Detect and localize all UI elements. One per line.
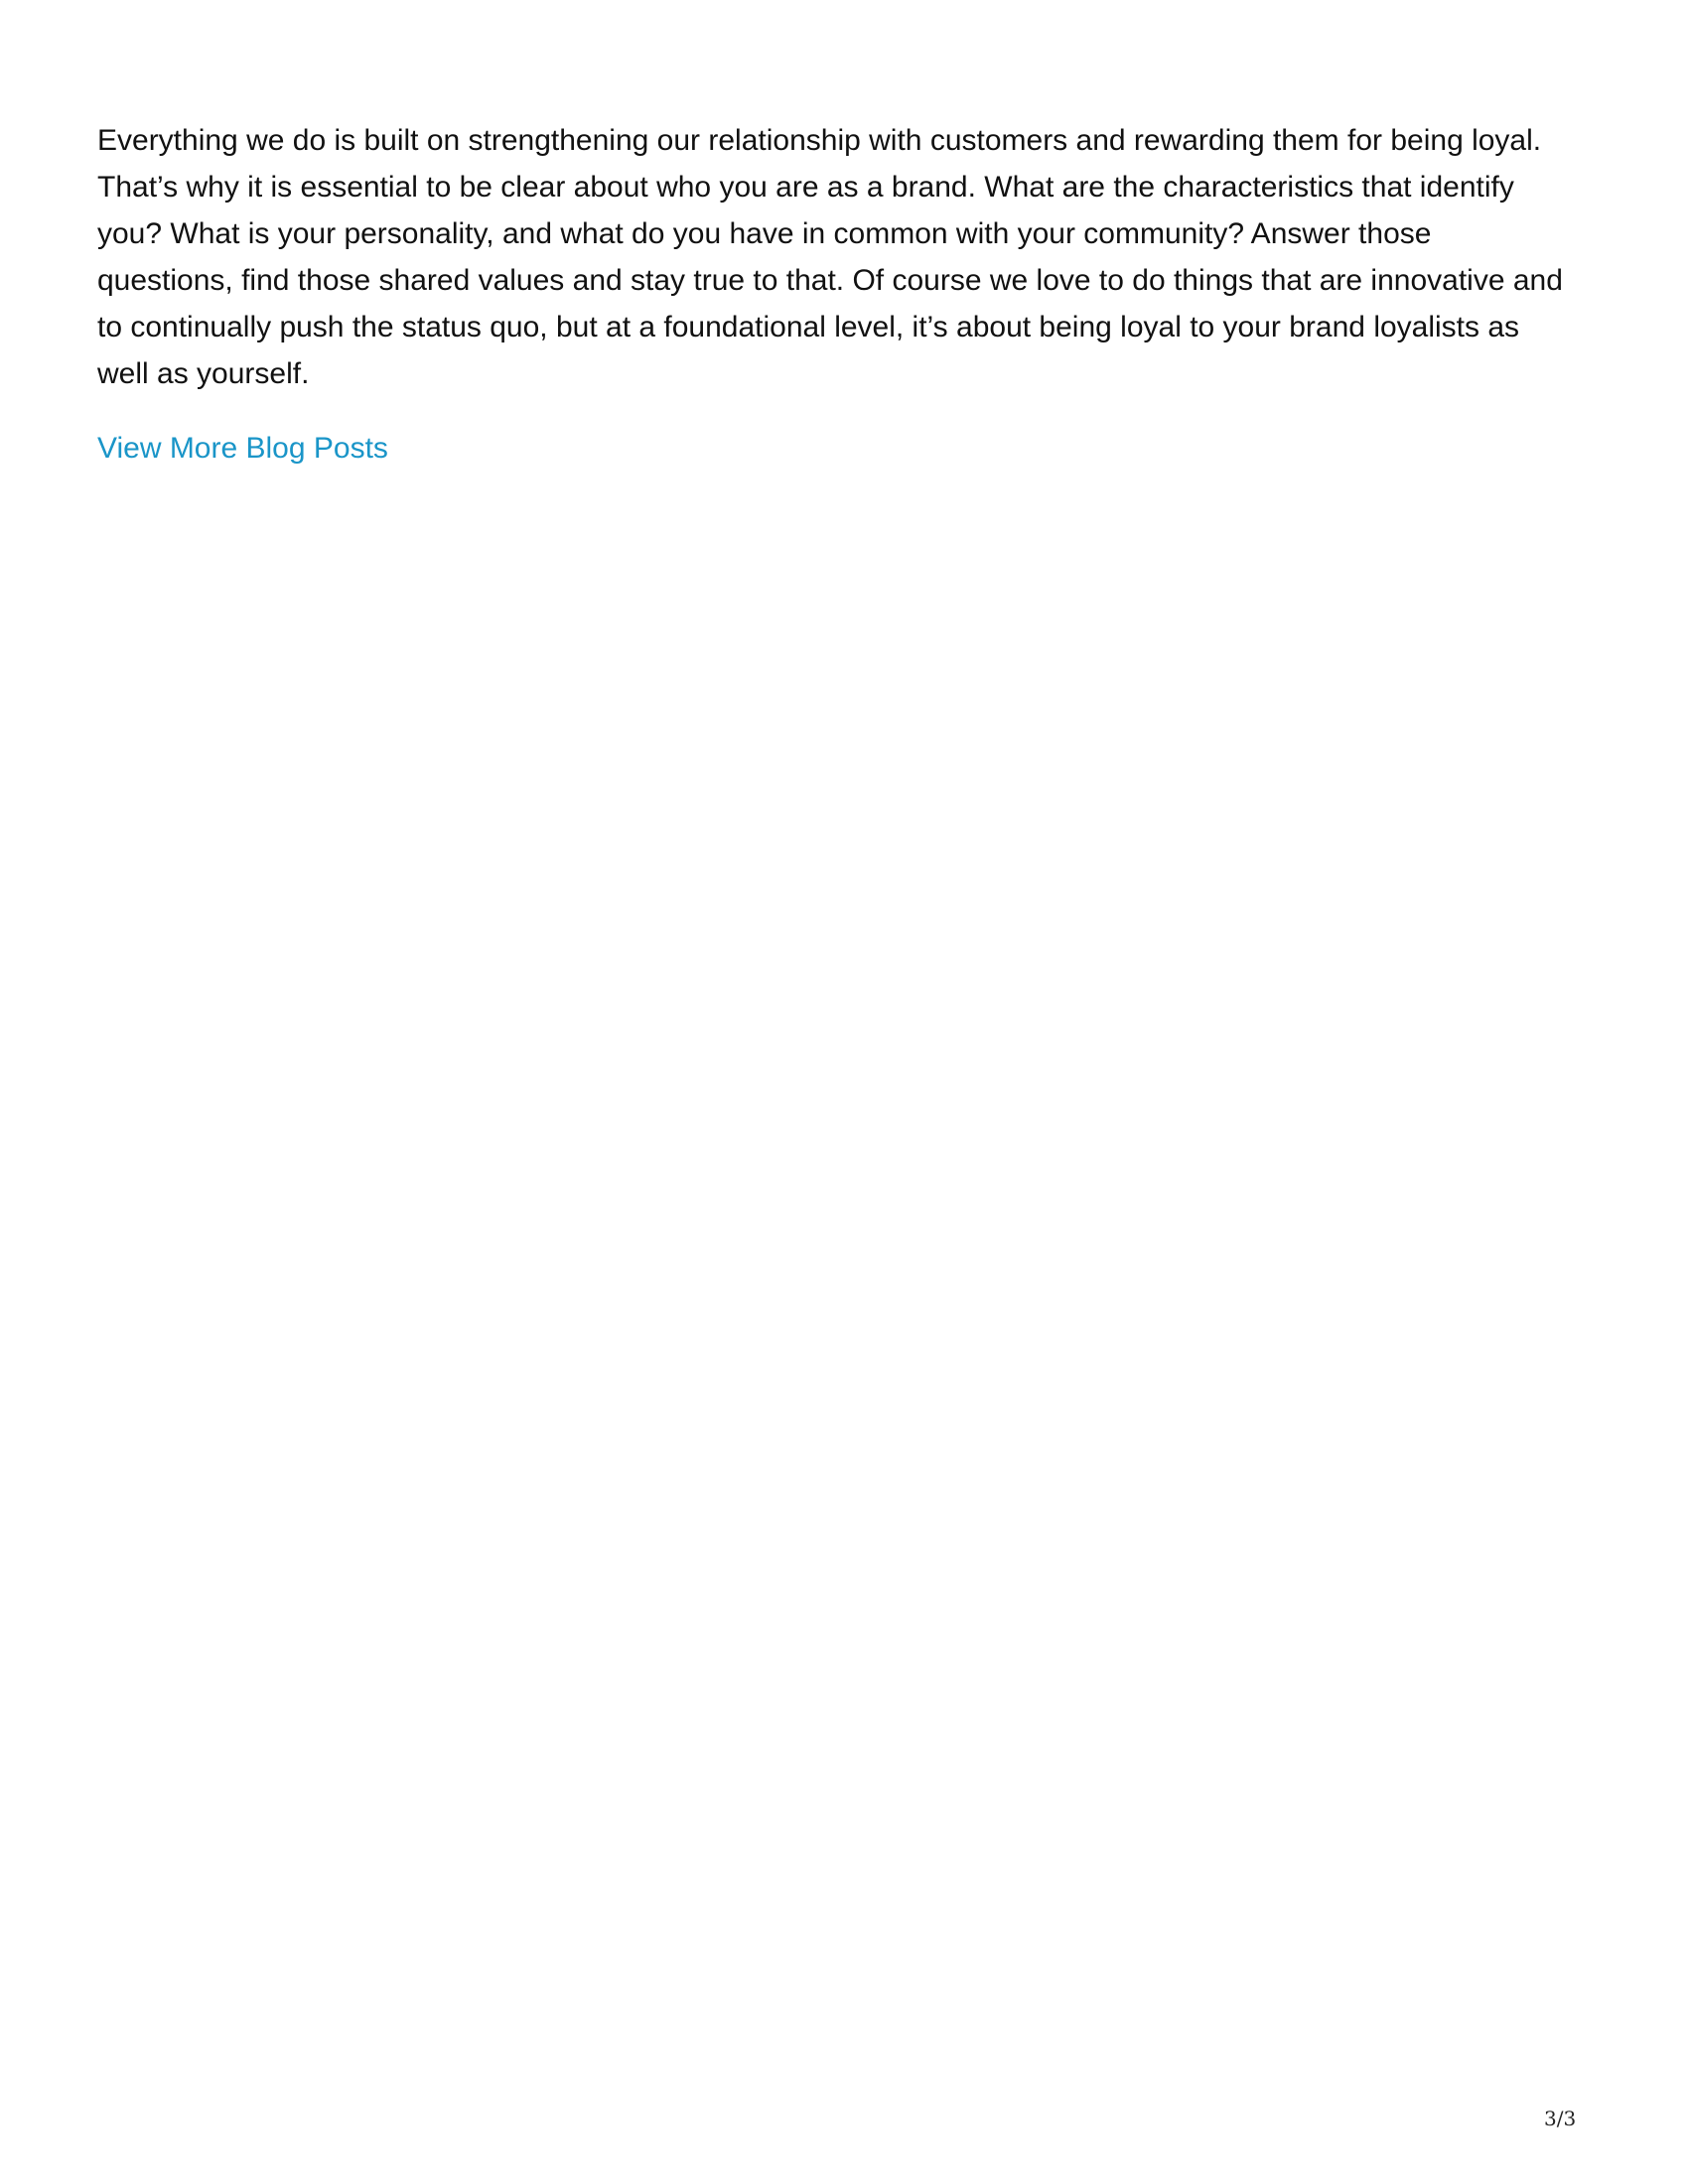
article-paragraph: Everything we do is built on strengthening our relationship with customers and rewarding them for being loyal. That’s why it is essential to be clear about who you are as a brand. What are the characteristics that identify you? What is your personality, and what do you have in common with your community? Answer those questions, find those shared values and stay true to that. Of course we love to do things that are innovative and to continually push the status quo, but at a foundational level, it’s about being loyal to your brand loyalists as well as yourself.: [97, 124, 1563, 390]
page-number: 3/3: [1544, 2107, 1577, 2130]
view-more-blog-posts-link[interactable]: View More Blog Posts: [97, 432, 388, 465]
